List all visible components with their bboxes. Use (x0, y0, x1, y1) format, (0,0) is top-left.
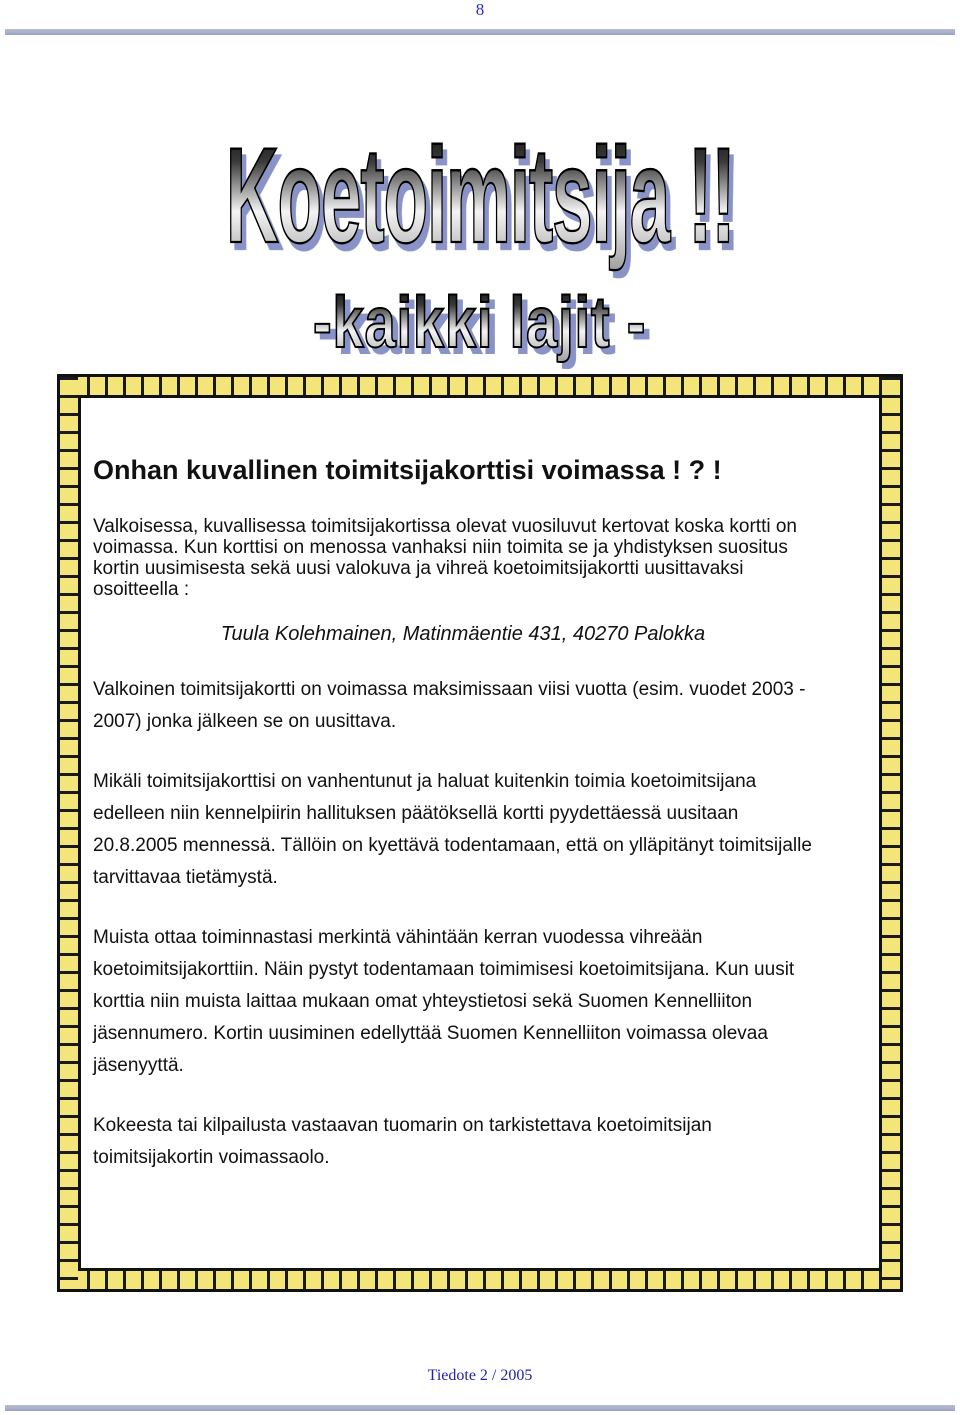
wordart-subtitle-text: -kaikki lajit - (313, 283, 647, 363)
paragraph-green-card: Muista ottaa toiminnastasi merkintä vähintään kerran vuodessa vihreään koetoimitsijakorttiin. Näin pystyt todentamaan toimimisesi koetoimitsijana. Kun uusit korttia niin muista laittaa mukaan omat yhteystietosi sekä Suomen Kennelliiton jäsennumero. Kortin uusiminen edellyttää Suomen Kennelliiton voimassa olevaa jäsenyyttä. (93, 927, 795, 1076)
paragraph-card-renewal: Valkoisessa, kuvallisessa toimitsijakortissa olevat vuosiluvut kertovat koska kortti on voimassa. Kun korttisi on menossa vanhaksi niin toimita se ja yhdistyksen suositus kortin uusimisesta sekä uusi valokuva ja vihreä koetoimitsijakortti uusittavaksi osoitteella : (93, 516, 797, 600)
paragraph-validity: Valkoinen toimitsijakortti on voimassa maksimissaan viisi vuotta (esim. vuodet 2003 - 2007) jonka jälkeen se on uusittava. (93, 679, 806, 732)
notice-content (93, 450, 813, 1174)
paragraph-judge-check: Kokeesta tai kilpailusta vastaavan tuomarin on tarkistettava koetoimitsijan toimitsijakortin voimassaolo. (93, 1115, 712, 1168)
footer-bulletin: Tiedote 2 / 2005 (427, 1367, 533, 1384)
page-number: 8 (475, 0, 485, 19)
notice-heading: Onhan kuvallinen toimitsijakorttisi voimassa ! ? ! (93, 455, 722, 485)
frame-side-left (60, 377, 78, 1289)
wordart-title (0, 120, 960, 272)
footer-rule (5, 1405, 955, 1411)
wordart-title-text: Koetoimitsija !! (226, 118, 735, 274)
header-rule (5, 29, 955, 35)
frame-side-right (882, 377, 900, 1289)
wordart-subtitle (0, 282, 960, 364)
renewal-address: Tuula Kolehmainen, Matinmäentie 431, 40270 Palokka (220, 623, 706, 645)
paragraph-expired-card: Mikäli toimitsijakorttisi on vanhentunut ja haluat kuitenkin toimia koetoimitsijana edelleen niin kennelpiirin hallituksen päätöksellä kortti pyydettäessä uusitaan 20.8.2005 mennessä. Tällöin on kyettävä todentamaan, että on ylläpitänyt toimitsijalle tarvittavaa tietämystä. (93, 771, 812, 888)
